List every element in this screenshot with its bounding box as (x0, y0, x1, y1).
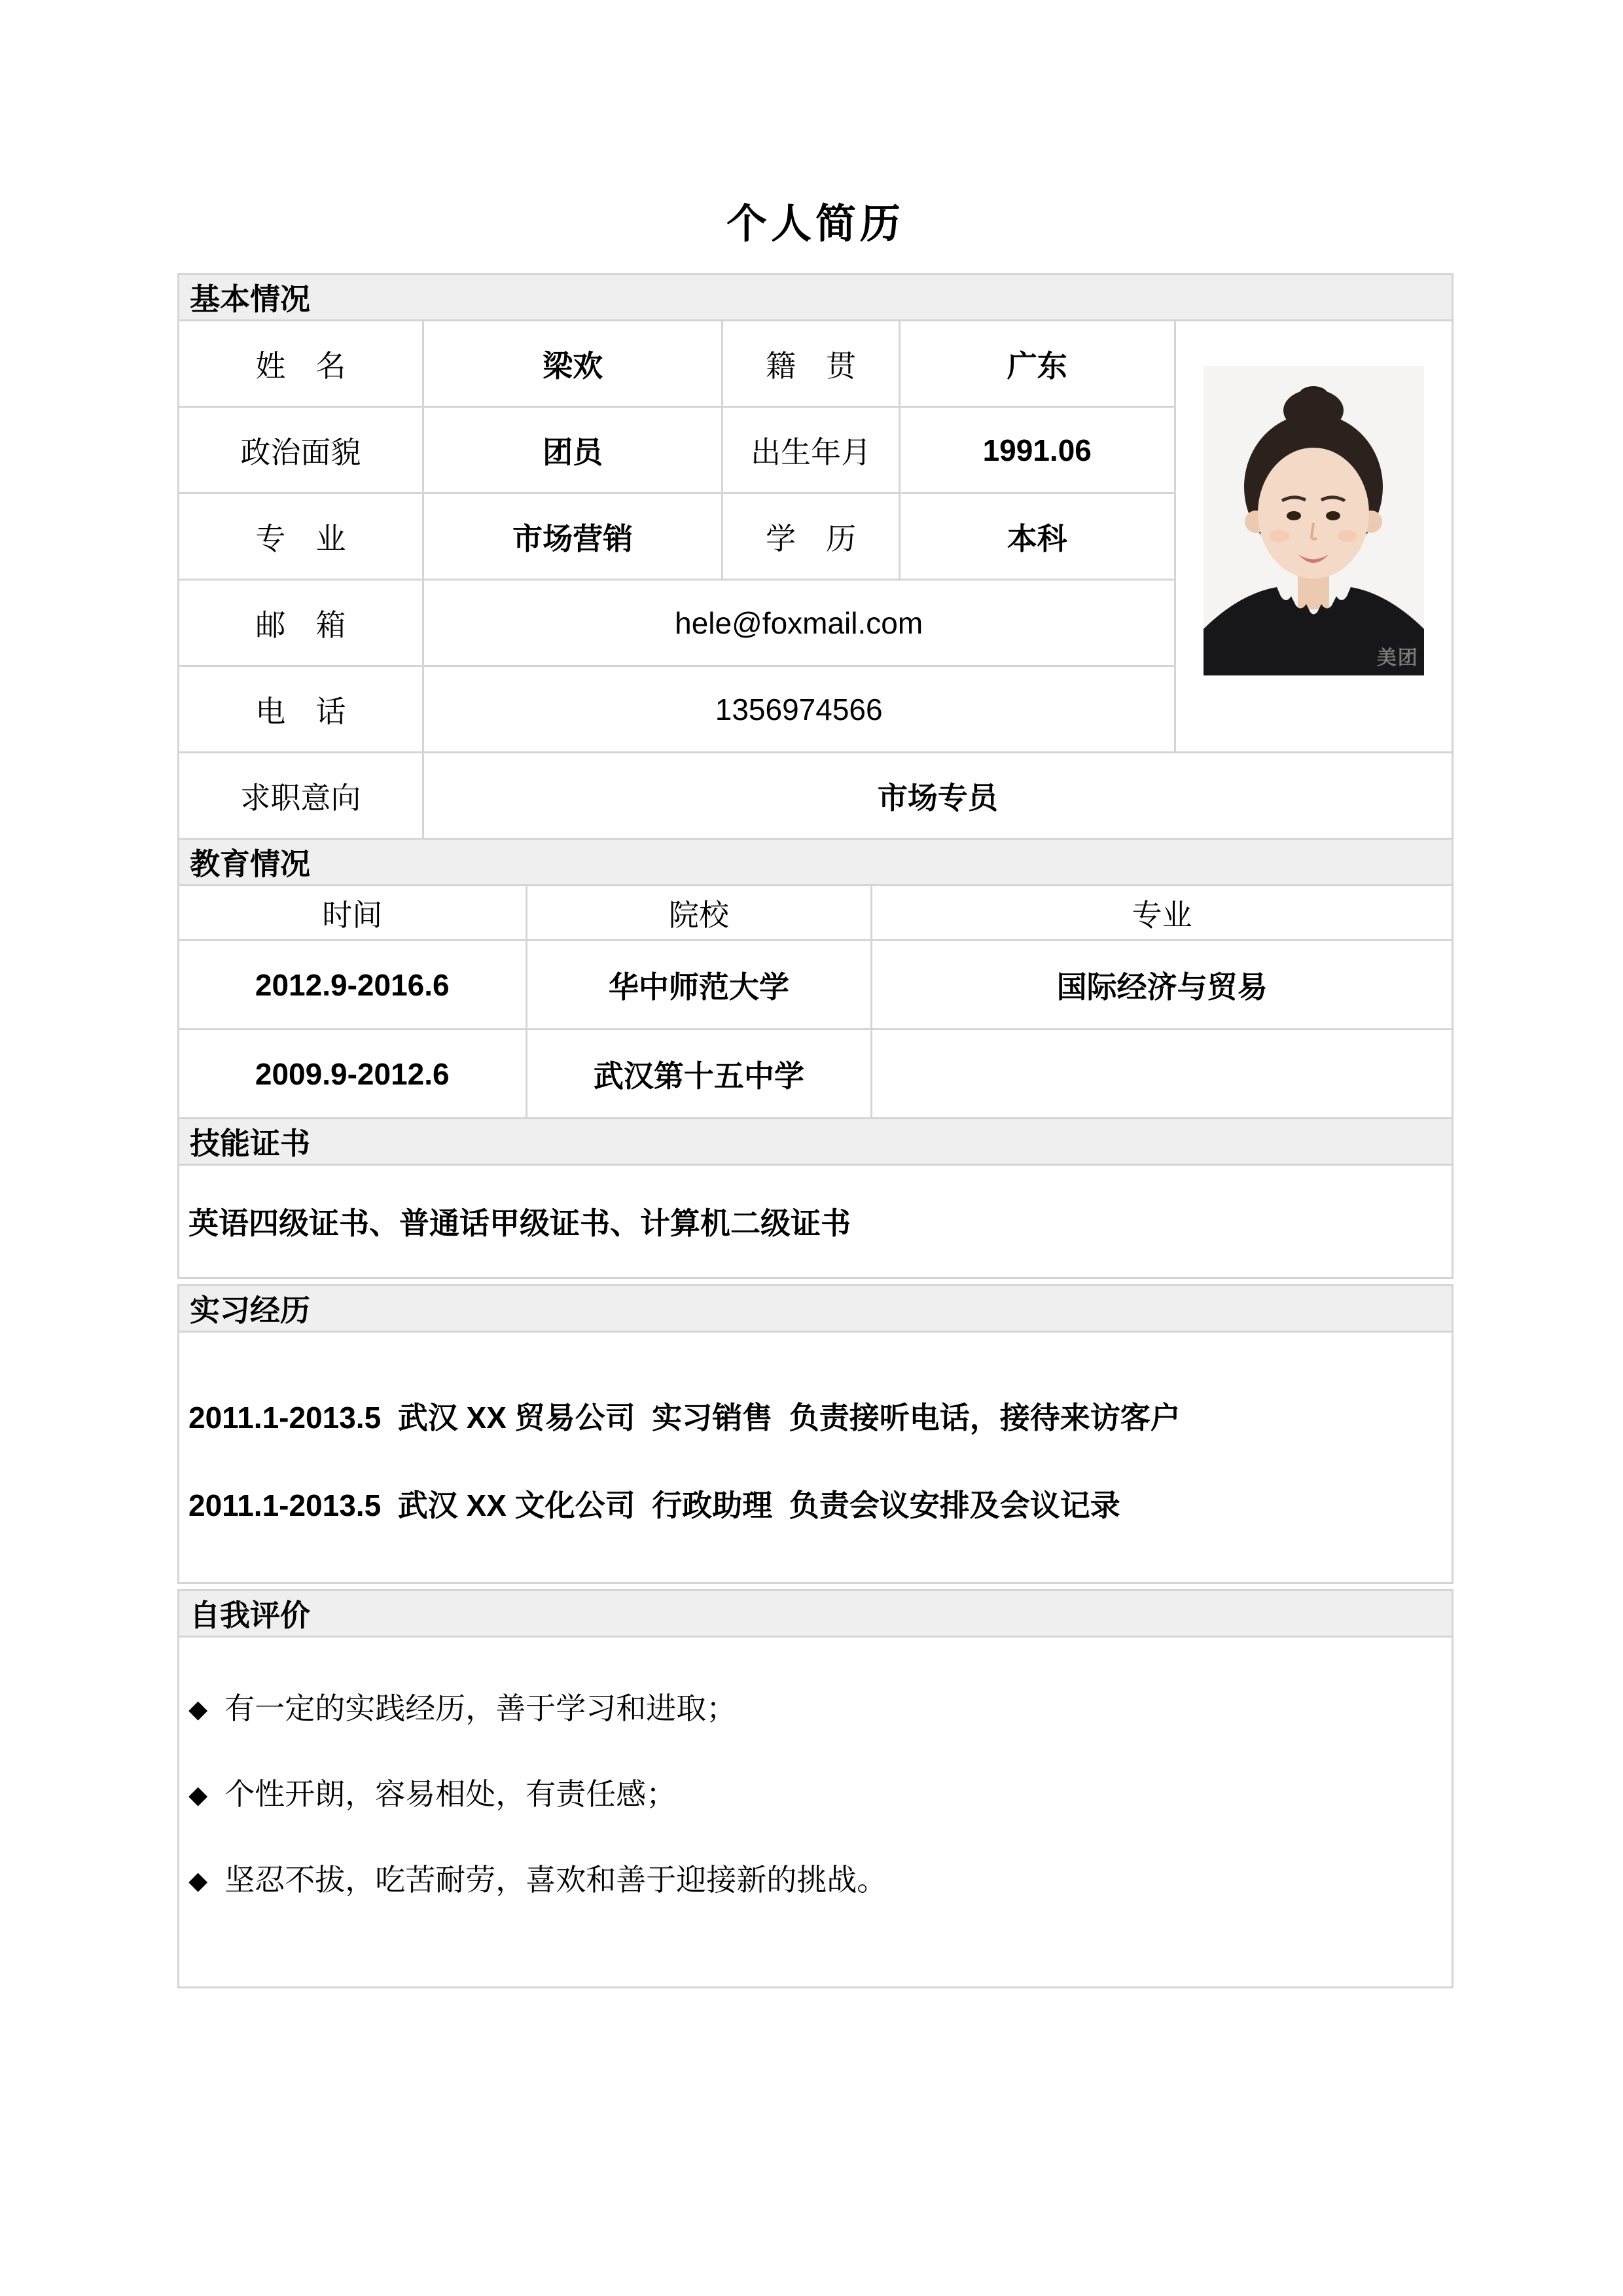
education-row (179, 941, 1453, 1030)
internship-item: 2011.1-2013.5 武汉 XX 文化公司 行政助理 负责会议安排及会议记录 (188, 1488, 1120, 1522)
photo-cell (1175, 321, 1452, 753)
profile-photo-illustration (1204, 366, 1424, 675)
degree-label: 学 历 (722, 493, 900, 580)
education-table (177, 884, 1454, 1119)
name-label: 姓 名 (179, 321, 423, 407)
section-header-skills-label: 技能证书 (190, 1127, 310, 1160)
origin-label: 籍 贯 (722, 321, 900, 407)
degree-value: 本科 (899, 493, 1175, 580)
diamond-bullet-icon: ◆ (188, 1782, 208, 1809)
education-col-time: 时间 (179, 886, 527, 941)
education-time: 2009.9-2012.6 (179, 1030, 527, 1119)
education-major (872, 1030, 1453, 1119)
section-header-internship-label: 实习经历 (190, 1294, 310, 1327)
section-header-internship (177, 1284, 1454, 1333)
section-header-selfeval (177, 1589, 1454, 1638)
major-value: 市场营销 (423, 493, 722, 580)
political-label: 政治面貌 (179, 407, 423, 493)
political-value: 团员 (423, 407, 722, 493)
section-header-education-label: 教育情况 (190, 848, 310, 881)
education-school: 华中师范大学 (526, 941, 872, 1030)
self-eval-item (188, 1778, 1442, 1812)
objective-value: 市场专员 (423, 753, 1452, 839)
section-header-education (177, 838, 1454, 886)
email-label: 邮 箱 (179, 580, 423, 666)
diamond-bullet-icon: ◆ (188, 1696, 208, 1723)
section-header-basic (177, 273, 1454, 321)
self-evaluation-box (177, 1636, 1454, 1988)
skills-box (177, 1164, 1454, 1279)
phone-label: 电 话 (179, 666, 423, 753)
internship-item: 2011.1-2013.5 武汉 XX 贸易公司 实习销售 负责接听电话，接待来访客户 (188, 1401, 1181, 1435)
email-value: hele@foxmail.com (423, 580, 1175, 666)
self-eval-text: 个性开朗，容易相处，有责任感； (224, 1778, 677, 1811)
education-header-row (179, 886, 1453, 941)
name-value: 梁欢 (423, 321, 722, 407)
education-major: 国际经济与贸易 (872, 941, 1453, 1030)
profile-photo (1204, 366, 1424, 675)
diamond-bullet-icon: ◆ (188, 1867, 208, 1895)
education-col-major: 专业 (872, 886, 1453, 941)
page-title: 个人简历 (726, 202, 904, 247)
self-eval-text: 有一定的实践经历，善于学习和进取； (224, 1692, 737, 1725)
birth-label: 出生年月 (722, 407, 900, 493)
section-header-skills (177, 1117, 1454, 1166)
section-header-basic-label: 基本情况 (190, 283, 310, 316)
phone-value: 1356974566 (423, 666, 1175, 753)
education-school: 武汉第十五中学 (526, 1030, 872, 1119)
skills-text: 英语四级证书、普通话甲级证书、计算机二级证书 (188, 1206, 851, 1240)
self-eval-text: 坚忍不拔，吃苦耐劳，喜欢和善于迎接新的挑战。 (224, 1863, 887, 1897)
table-row (179, 753, 1453, 839)
photo-watermark: 美团 (1376, 647, 1419, 669)
self-eval-item (188, 1693, 1442, 1726)
birth-value: 1991.06 (899, 407, 1175, 493)
resume-page (177, 191, 1454, 1988)
major-label: 专 业 (179, 493, 423, 580)
self-eval-item (188, 1864, 1442, 1897)
education-time: 2012.9-2016.6 (179, 941, 527, 1030)
section-header-selfeval-label: 自我评价 (190, 1599, 310, 1632)
objective-label: 求职意向 (179, 753, 423, 839)
education-row (179, 1030, 1453, 1119)
table-row (179, 321, 1453, 407)
internship-box (177, 1331, 1454, 1584)
education-col-school: 院校 (526, 886, 872, 941)
basic-info-table (177, 319, 1454, 840)
origin-value: 广东 (899, 321, 1175, 407)
